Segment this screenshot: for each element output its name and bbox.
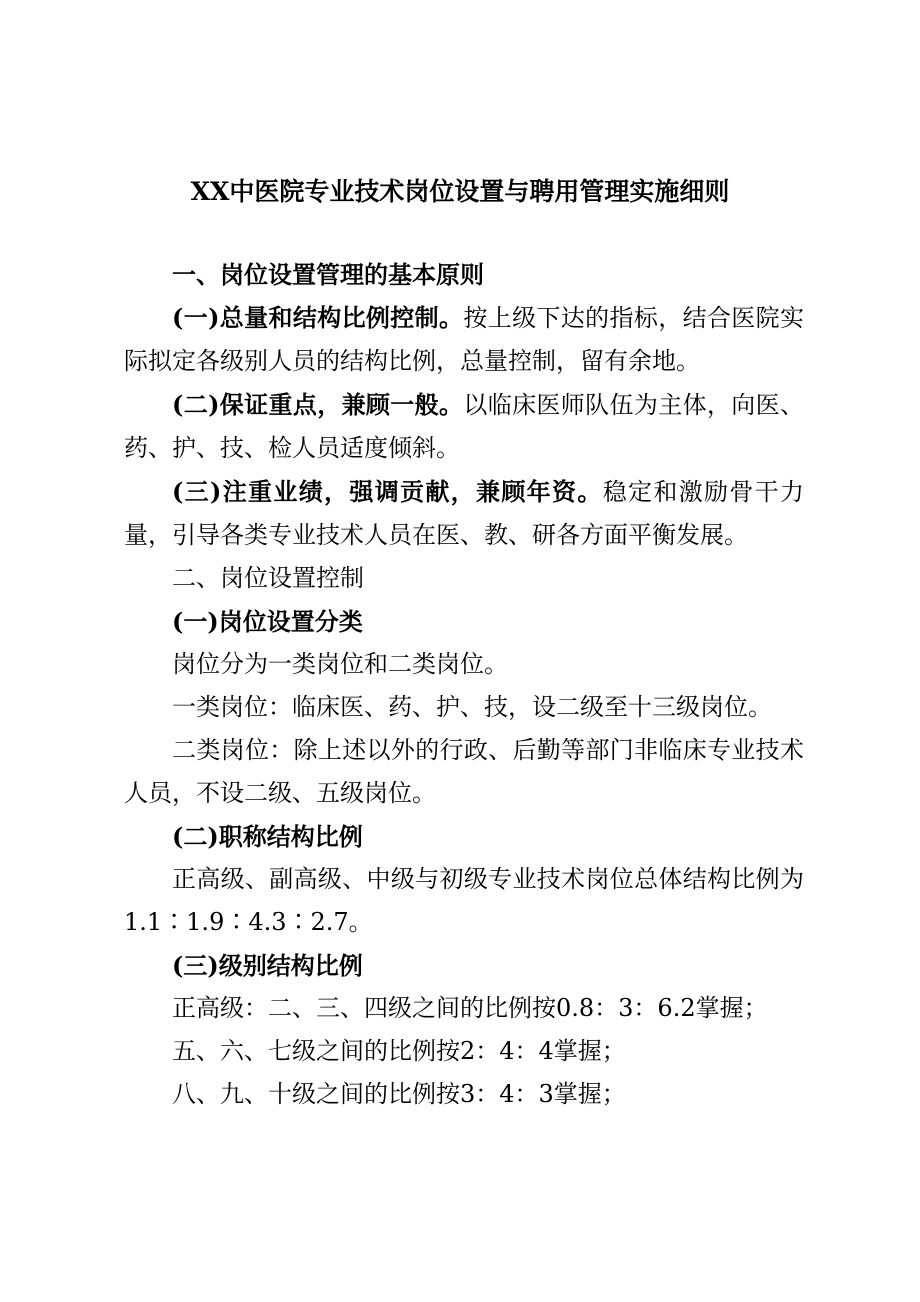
principle-text: 稳定和激励骨干力量，引导各类专业技术人员在医、教、研各方面平衡发展。 [124, 478, 805, 549]
body-paragraph: 二类岗位：除上述以外的行政、后勤等部门非临床专业技术人员，不设二级、五级岗位。 [124, 736, 804, 807]
subsection-heading-title-ratio: (二)职称结构比例 [172, 822, 363, 851]
principle-paragraph [124, 296, 804, 383]
body-paragraph: 八、九、十级之间的比例按3：4：3掌握； [172, 1080, 626, 1108]
document-body [124, 253, 804, 1116]
principle-paragraph [124, 383, 804, 470]
principle-lead: (一)总量和结构比例控制。 [172, 303, 464, 332]
body-paragraph: 正高级：二、三、四级之间的比例按0.8：3：6.2掌握； [172, 994, 768, 1022]
subsection-heading-level-ratio: (三)级别结构比例 [172, 951, 363, 980]
body-paragraph: 一类岗位：临床医、药、护、技，设二级至十三级岗位。 [172, 693, 772, 721]
body-paragraph: 正高级、副高级、中级与初级专业技术岗位总体结构比例为1.1∶1.9∶4.3∶2.7。 [124, 865, 804, 936]
principle-lead: (三)注重业绩，强调贡献，兼顾年资。 [172, 477, 603, 506]
section-heading-control: 二、岗位设置控制 [172, 564, 364, 592]
principle-text: 按上级下达的指标，结合医院实际拟定各级别人员的结构比例，总量控制，留有余地。 [124, 304, 804, 375]
principle-text: 以临床医师队伍为主体，向医、药、护、技、检人员适度倾斜。 [124, 391, 804, 462]
body-paragraph: 岗位分为一类岗位和二类岗位。 [172, 650, 508, 678]
principle-paragraph [124, 470, 804, 557]
subsection-heading-classification: (一)岗位设置分类 [172, 607, 363, 636]
body-paragraph: 五、六、七级之间的比例按2：4：4掌握； [172, 1037, 626, 1065]
section-heading-principles: 一、岗位设置管理的基本原则 [172, 260, 484, 289]
document-title: XX中医院专业技术岗位设置与聘用管理实施细则 [190, 177, 730, 206]
principle-lead: (二)保证重点，兼顾一般。 [172, 390, 464, 419]
